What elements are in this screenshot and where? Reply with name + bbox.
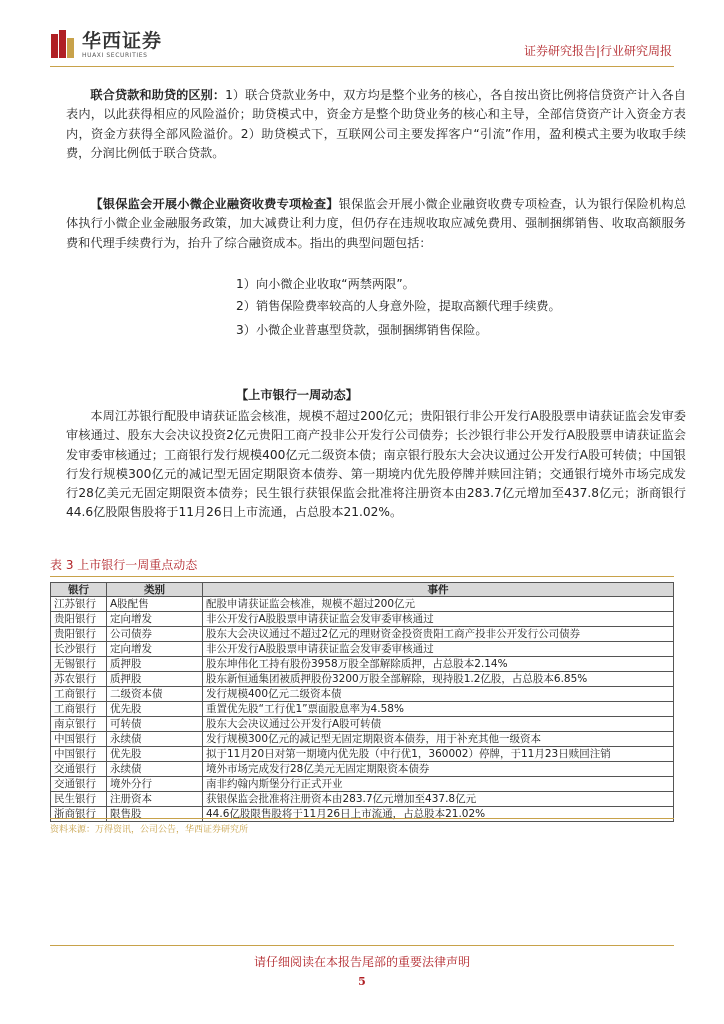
- table-row: [51, 732, 674, 747]
- source-divider: [50, 818, 674, 819]
- table-row: [51, 657, 674, 672]
- cell-category: A股配售: [107, 597, 203, 612]
- cell-bank: 交通银行: [51, 777, 107, 792]
- cell-category: 优先股: [107, 747, 203, 762]
- cell-category: 可转债: [107, 717, 203, 732]
- table-row: [51, 597, 674, 612]
- list-item: 3）小微企业普惠型贷款，强制捆绑销售保险。: [236, 323, 488, 337]
- table-row: [51, 747, 674, 762]
- column-header-bank: 银行: [51, 583, 107, 597]
- cell-category: 永续债: [107, 732, 203, 747]
- report-type-label: 证券研究报告|行业研究周报: [523, 44, 672, 58]
- cell-bank: 江苏银行: [51, 597, 107, 612]
- cell-bank: 长沙银行: [51, 642, 107, 657]
- cell-event: 重置优先股“工行优1”票面股息率为4.58%: [203, 702, 674, 717]
- table-top-rule: [50, 576, 674, 577]
- table-row: [51, 717, 674, 732]
- table-row: [51, 687, 674, 702]
- table-row: [51, 702, 674, 717]
- page-header: [0, 0, 724, 75]
- paragraph-body: 1）联合贷款业务中，双方均是整个业务的核心，各自按出资比例将信贷资产计入各自表内，以此获得相应的风险溢价；助贷模式中，资金方是整个助贷业务的核心和主导，全部信贷资产计入资金方表内，资金方获得全部风险溢价。2）助贷模式下，互联网公司主要发挥客户“引流”作用，盈利模式主要为收取手续费，分润比例低于联合贷款。: [66, 88, 686, 160]
- table-row: [51, 612, 674, 627]
- cell-category: 定向增发: [107, 642, 203, 657]
- cell-category: 二级资本债: [107, 687, 203, 702]
- paragraph-loan-difference: [66, 86, 686, 163]
- cell-event: 配股申请获证监会核准，规模不超过200亿元: [203, 597, 674, 612]
- cell-event: 境外市场完成发行28亿美元无固定期限资本债券: [203, 762, 674, 777]
- cell-event: 股东大会决议通过不超过2亿元的理财资金投资贵阳工商产投非公开发行公司债券: [203, 627, 674, 642]
- column-header-category: 类别: [107, 583, 203, 597]
- table-row: [51, 672, 674, 687]
- cell-bank: 工商银行: [51, 702, 107, 717]
- cell-category: 境外分行: [107, 777, 203, 792]
- cell-category: 注册资本: [107, 792, 203, 807]
- table-row: [51, 762, 674, 777]
- cell-bank: 浙商银行: [51, 807, 107, 822]
- logo-name-cn: 华西证券: [82, 29, 163, 52]
- cell-bank: 苏农银行: [51, 672, 107, 687]
- cell-event: 获银保监会批准将注册资本由283.7亿元增加至437.8亿元: [203, 792, 674, 807]
- bank-events-table: [50, 582, 674, 822]
- cell-event: 南非约翰内斯堡分行正式开业: [203, 777, 674, 792]
- paragraph-bank-news: 本周江苏银行配股申请获证监会核准，规模不超过200亿元；贵阳银行非公开发行A股股票申请获证监会发审委审核通过、股东大会决议投资2亿元贵阳工商产投非公开发行公司债券；长沙银行非公开发行A股股票申请获证监会发审委审核通过；工商银行发行规模400亿元二级资本债；南京银行股东大会决议通过公开发行A股可转债；中国银行发行规模300亿元的减记型无固定期限资本债券、第一期境内优先股停牌并赎回注销；交通银行境外市场完成发行28亿美元无固定期限资本债券；民生银行获银保监会批准将注册资本由283.7亿元增加至437.8亿元；浙商银行44.6亿股限售股将于11月26日上市流通，占总股本21.02%。: [66, 409, 686, 520]
- cell-bank: 贵阳银行: [51, 612, 107, 627]
- cell-category: 定向增发: [107, 612, 203, 627]
- cell-event: 股东大会决议通过公开发行A股可转债: [203, 717, 674, 732]
- cell-bank: 交通银行: [51, 762, 107, 777]
- cell-category: 永续债: [107, 762, 203, 777]
- cell-event: 发行规模300亿元的减记型无固定期限资本债券，用于补充其他一级资本: [203, 732, 674, 747]
- table-header-row: [51, 583, 674, 597]
- table-row: [51, 777, 674, 792]
- logo-name-en: HUAXI SECURITIES: [82, 51, 148, 59]
- logo-mark-icon: [50, 28, 76, 60]
- table-source: 资料来源：万得资讯，公司公告，华西证券研究所: [50, 825, 249, 835]
- cell-event: 非公开发行A股股票申请获证监会发审委审核通过: [203, 612, 674, 627]
- cell-event: 拟于11月20日对第一期境内优先股（中行优1，360002）停牌，于11月23日赎回注销: [203, 747, 674, 762]
- cell-event: 股东坤伟化工持有股份3958万股全部解除质押，占总股本2.14%: [203, 657, 674, 672]
- table-row: [51, 807, 674, 822]
- cell-event: 股东新恒通集团被质押股份3200万股全部解除，现持股1.2亿股，占总股本6.85%: [203, 672, 674, 687]
- section-title: 【上市银行一周动态】: [236, 388, 358, 402]
- footer-divider: [50, 945, 674, 946]
- cell-bank: 民生银行: [51, 792, 107, 807]
- legal-notice: 请仔细阅读在本报告尾部的重要法律声明: [253, 955, 470, 969]
- cell-bank: 工商银行: [51, 687, 107, 702]
- cell-bank: 无锡银行: [51, 657, 107, 672]
- cell-bank: 南京银行: [51, 717, 107, 732]
- cell-category: 优先股: [107, 702, 203, 717]
- company-logo: [50, 28, 162, 60]
- table-row: [51, 627, 674, 642]
- column-header-event: 事件: [203, 583, 674, 597]
- paragraph-body: 银保监会开展小微企业融资收费专项检查，认为银行保险机构总体执行小微企业金融服务政策，加大减费让利力度，但仍存在违规收取应减免费用、强制捆绑销售、收取高额服务费和代理手续费行为，抬升了综合融资成本。指出的典型问题包括：: [66, 197, 687, 250]
- paragraph-inspection: [66, 195, 686, 253]
- cell-category: 质押股: [107, 672, 203, 687]
- table-row: [51, 792, 674, 807]
- cell-bank: 中国银行: [51, 747, 107, 762]
- table-row: [51, 642, 674, 657]
- page-number: 5: [358, 975, 366, 988]
- cell-category: 公司债券: [107, 627, 203, 642]
- cell-category: 限售股: [107, 807, 203, 822]
- list-item: 2）销售保险费率较高的人身意外险，提取高额代理手续费。: [236, 299, 561, 313]
- paragraph-lead: 【银保监会开展小微企业融资收费专项检查】: [90, 197, 339, 211]
- paragraph-lead: 联合贷款和助贷的区别：: [90, 88, 226, 102]
- cell-bank: 贵阳银行: [51, 627, 107, 642]
- list-item: 1）向小微企业收取“两禁两限”。: [236, 277, 415, 291]
- cell-event: 发行规模400亿元二级资本债: [203, 687, 674, 702]
- cell-category: 质押股: [107, 657, 203, 672]
- cell-event: 44.6亿股限售股将于11月26日上市流通，占总股本21.02%: [203, 807, 674, 822]
- cell-event: 非公开发行A股股票申请获证监会发审委审核通过: [203, 642, 674, 657]
- header-divider: [50, 66, 674, 67]
- cell-bank: 中国银行: [51, 732, 107, 747]
- table-title: 表 3 上市银行一周重点动态: [50, 558, 198, 572]
